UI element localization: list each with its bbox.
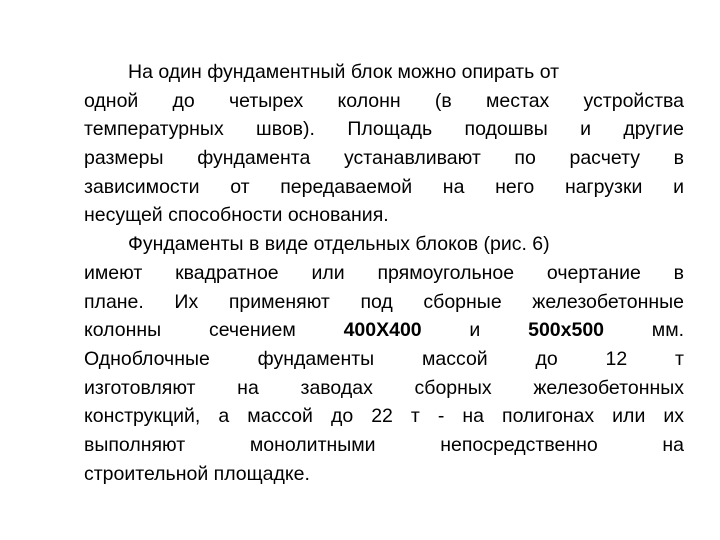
paragraph-1-line-3: температурных швов). Площадь подошвы и другие: [84, 118, 684, 141]
word-kolonny: колонны: [84, 319, 162, 342]
dimension-400x400: 400Х400: [343, 319, 422, 342]
paragraph-2-line-5: Одноблочные фундаменты массой до 12 т: [84, 347, 684, 370]
paragraph-2-line-7: конструкций, а массой до 22 т - на полигонах или их: [84, 405, 684, 428]
paragraph-1-line-2: одной до четырех колонн (в местах устройства: [84, 89, 684, 112]
word-mm: мм.: [651, 319, 684, 342]
paragraph-1-line-5: зависимости от передаваемой на него нагрузки и: [84, 175, 684, 198]
body-text: [84, 58, 684, 488]
paragraph-1-line-4: размеры фундамента устанавливают по расчету в: [84, 147, 684, 170]
paragraph-2-line-6: изготовляют на заводах сборных железобетонных: [84, 376, 684, 399]
paragraph-2: [84, 230, 684, 488]
paragraph-2-line-2: имеют квадратное или прямоугольное очертание в: [84, 261, 684, 284]
word-secheniem: сечением: [208, 319, 296, 342]
paragraph-1-line-1: На один фундаментный блок можно опирать от: [128, 61, 560, 83]
paragraph-2-line-4: [84, 316, 684, 345]
paragraph-1-line-6: несущей способности основания.: [84, 204, 389, 227]
paragraph-2-line-9: строительной площадке.: [84, 462, 310, 485]
paragraph-2-line-1: Фундаменты в виде отдельных блоков (рис. 6): [128, 233, 550, 256]
word-i: и: [469, 319, 481, 342]
paragraph-2-line-3: плане. Их применяют под сборные железобетонные: [84, 290, 684, 313]
paragraph-2-line-8: выполняют монолитными непосредственно на: [84, 433, 684, 456]
dimension-500x500: 500х500: [528, 319, 605, 342]
paragraph-1: [84, 58, 684, 230]
